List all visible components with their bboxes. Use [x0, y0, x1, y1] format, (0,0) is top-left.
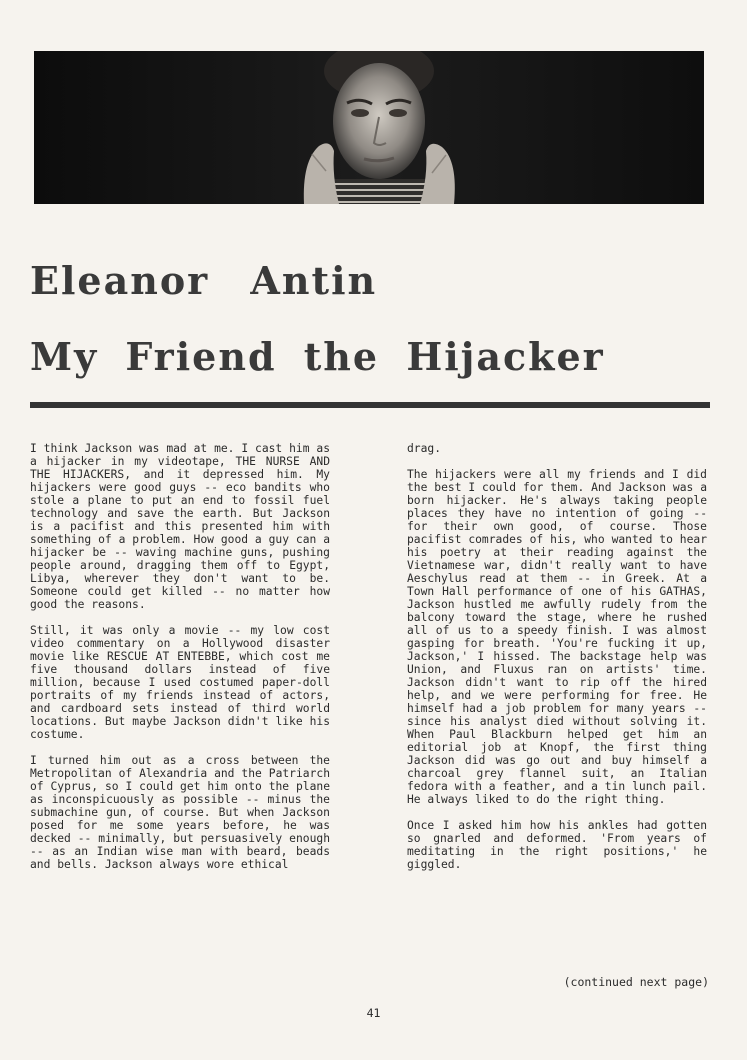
paragraph: drag.: [407, 442, 442, 455]
photo-image: [34, 51, 704, 204]
continued-note: (continued next page): [563, 975, 709, 989]
author-name: Eleanor Antin: [30, 258, 378, 303]
article-title: My Friend the Hijacker: [30, 334, 605, 379]
paragraph: I turned him out as a cross between the Metropolitan of Alexandria and the Patriarch of Cyprus, so I could get him onto the plane as inconspicuously as possible -- minus the submachine gun, of course. But when Jackson posed for me some years before, he was decked -- minimally, but persuasively enough -- as an Indian wise man with beard, beads and bells. Jackson always wore ethical: [30, 754, 330, 871]
page-number: 41: [366, 1006, 381, 1020]
right-column: [407, 442, 707, 884]
paragraph: The hijackers were all my friends and I did the best I could for them. And Jackson was a born hijacker. He's always taking people places they have no intention of going -- for their own good, of course. Those pacifist comrades of his, who wanted to hear his poetry at their reading against the Vietnamese war, didn't really want to have Aeschylus read at them -- in Greek. At a Town Hall performance of one of his GATHAS, Jackson hustled me awfully rudely from the balcony toward the stage, where he rushed all of us to a speedy finish. I was almost gasping for breath. 'You're fucking it up, Jackson,' I hissed. The backstage help was Union, and Fluxus ran on artists' time. Jackson didn't want to rip off the hired help, and we were performing for free. He himself had a job problem for many years -- since his analyst died without solving it. When Paul Blackburn helped get him an editorial job at Knopf, the first thing Jackson did was go out and buy himself a charcoal grey flannel suit, an Italian fedora with a feather, and a tin lunch pail. He always liked to do the right thing.: [407, 468, 707, 806]
paragraph: Once I asked him how his ankles had gotten so gnarled and deformed. 'From years of meditating in the right positions,' he giggled.: [407, 819, 707, 871]
paragraph: Still, it was only a movie -- my low cost video commentary on a Hollywood disaster movie like RESCUE AT ENTEBBE, which cost me five thousand dollars instead of five million, because I used costumed paper-doll portraits of my friends instead of actors, and cardboard sets instead of third world locations. But maybe Jackson didn't like his costume.: [30, 624, 330, 741]
title-divider: [30, 402, 710, 408]
paragraph: I think Jackson was mad at me. I cast him as a hijacker in my videotape, THE NURSE AND THE HIJACKERS, and it depressed him. My hijackers were good guys -- eco bandits who stole a plane to put an end to fossil fuel technology and save the earth. But Jackson is a pacifist and this presented him with something of a problem. How good a guy can a hijacker be -- waving machine guns, pushing people around, dragging them off to Egypt, Libya, wherever they don't want to be. Someone could get killed -- no matter how good the reasons.: [30, 442, 330, 611]
left-column: [30, 442, 330, 884]
portrait-photo: [34, 51, 704, 204]
